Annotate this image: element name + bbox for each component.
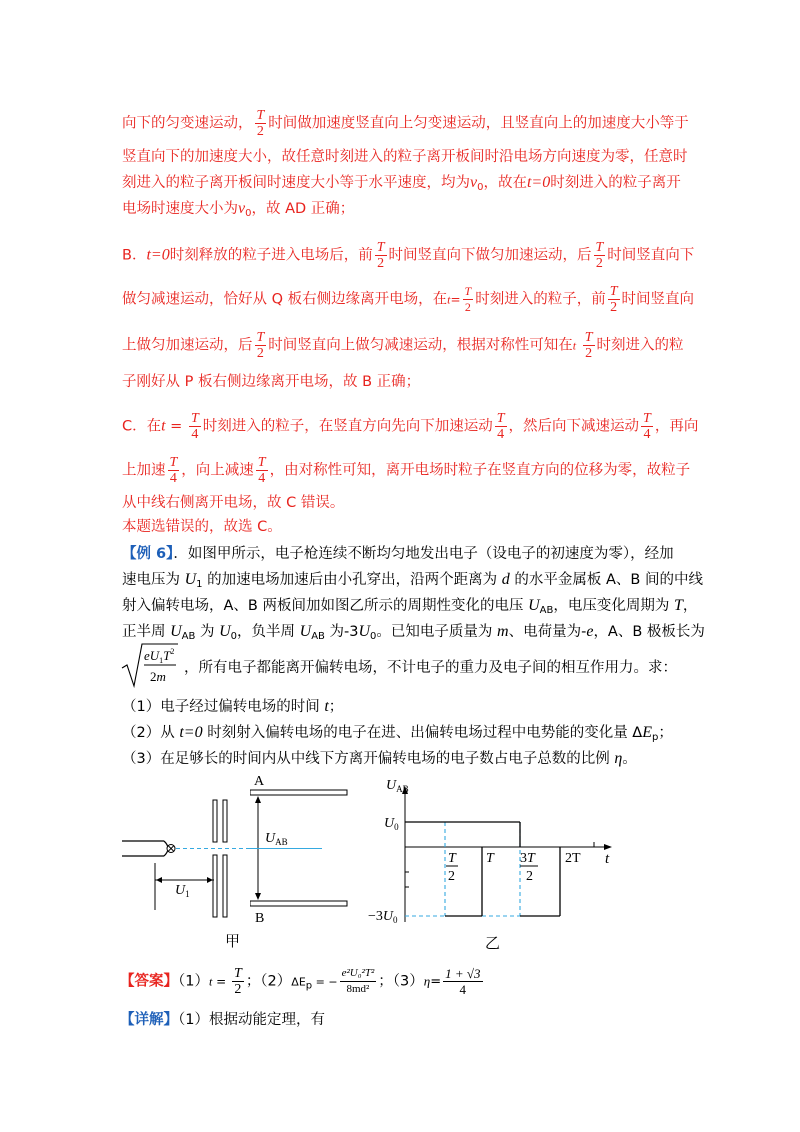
t: t (208, 974, 213, 989)
example-tag: 【例 6】 (122, 546, 174, 562)
accel-plate-left-top (213, 800, 217, 842)
text: 正半周 (122, 624, 171, 640)
x-axis-label: t (605, 851, 610, 867)
v0: v (238, 200, 246, 217)
accel-plate-right-top (223, 800, 227, 842)
text: ，向上减速 (181, 462, 254, 479)
u1: U (184, 571, 197, 588)
text: 的加速电场加速后由小孔穿出，沿两个距离为 (202, 572, 502, 588)
para-c-line-1 (122, 411, 698, 442)
text: （1） (178, 973, 209, 990)
u0-label: $U_0$ (384, 816, 399, 832)
question-3 (122, 749, 637, 769)
tick-3t-den: 2 (526, 869, 533, 884)
delta-e-sub: p (305, 980, 313, 992)
text: ，然后向下减速运动 (508, 418, 640, 435)
text: 时间竖直向下做匀加速运动，后 (388, 247, 592, 264)
u0-sub: 0 (230, 631, 238, 642)
para-b-line-4: 子刚好从 P 板右侧边缘离开电场，故 B 正确； (122, 374, 421, 390)
tick-t-den: 2 (448, 869, 455, 884)
v0-sub: 0 (477, 182, 484, 193)
delta-e: ΔE (291, 975, 306, 989)
text: 时间竖直向上做匀减速运动，根据对称性可知在 (268, 337, 573, 354)
text: C．在 (122, 418, 162, 435)
text: 射入偏转电场，A、B 两板间加如图乙所示的周期性变化的电压 (122, 598, 529, 614)
uab: U (528, 597, 540, 614)
fraction-t-over-4: $\frac{T}{4}$ (190, 411, 199, 442)
fraction-t-over-2: $\frac{T}{2}$ (256, 330, 265, 361)
fraction-t-over-4: $\frac{T}{4}$ (643, 411, 651, 442)
sqrt-expression (120, 640, 180, 690)
v0-sub: 0 (245, 208, 252, 219)
text: 。 (622, 751, 637, 767)
text: 。已知电子质量为 (376, 624, 498, 640)
para-b-line-3 (122, 330, 684, 361)
answer2-fraction: $\frac{\text{e²U₀²T²}}{\text{8md²}}$ (341, 967, 375, 995)
figure-b (360, 772, 620, 952)
equals: = (430, 974, 442, 990)
tick-3t-num: 3T (520, 851, 535, 866)
waveform (405, 822, 560, 916)
y-axis-label: $U_{AB}$ (386, 778, 409, 794)
text: ；（2） (245, 973, 292, 990)
text: ，故在 (483, 175, 527, 191)
text: 、电荷量为- (508, 624, 587, 640)
example-line-4 (122, 622, 705, 647)
tick-2T: 2T (565, 851, 581, 866)
text: ， (682, 598, 698, 614)
figure-a-caption: 甲 (225, 934, 241, 950)
plate-a-label: A (254, 774, 265, 789)
text: 向下的匀变速运动， (122, 115, 253, 132)
text: （1）电子经过偏转电场的时间 (122, 699, 325, 715)
plate-b-label: B (255, 911, 265, 926)
text: 时间竖直向 (621, 291, 695, 308)
text: 上加速 (122, 462, 166, 479)
t: t (447, 292, 451, 307)
t0: t=0 (179, 724, 203, 741)
text: （3）在足够长的时间内从中线下方离开偏转电场的电子数占电子总数的比例 (122, 751, 615, 767)
t: t (324, 698, 329, 715)
para-a-line-1 (122, 108, 689, 139)
example-line-1 (122, 544, 674, 564)
example-line-5: ，所有电子都能离开偏转电场，不计电子的重力及电子间的相互作用力。求： (184, 660, 677, 676)
fraction-t-over-2: $\frac{T}{2}$ (256, 108, 265, 139)
example-line-3 (122, 596, 697, 621)
m: m (497, 623, 509, 640)
para-a-line-4 (122, 199, 354, 224)
text: 时间竖直向下 (607, 247, 695, 264)
text: （1）根据动能定理，有 (178, 1012, 325, 1028)
v0: v (470, 174, 478, 191)
text: 速电压为 (122, 572, 185, 588)
t: t (161, 417, 166, 435)
text: 时刻进入的粒子，在竖直方向先向下加速运动 (202, 418, 493, 435)
para-b-line-2 (122, 284, 694, 315)
text: ；（3） (378, 973, 424, 990)
text: 的水平金属板 A、B 间的中线 (509, 572, 703, 588)
text: 上做匀加速运动，后 (122, 337, 253, 354)
answer3-fraction: $\frac{1 + √3}{4}$ (445, 966, 481, 997)
t0: t=0 (146, 246, 170, 264)
text: 时间做加速度竖直向上匀变速运动，且竖直向上的加速度大小等于 (268, 115, 689, 132)
text: ，A、B 极板长为 (593, 624, 705, 640)
figure-a-plates-ext (250, 788, 350, 908)
answer1-fraction: $\frac{T}{2}$ (234, 966, 242, 997)
eta: η (423, 973, 431, 989)
text: ； (658, 725, 673, 741)
u1-label: $U_1$ (175, 883, 190, 899)
question-1 (122, 697, 343, 717)
accel-plate-right-bottom (223, 855, 227, 917)
u0: U (358, 623, 371, 640)
question-2 (122, 723, 673, 748)
text: 时刻释放的粒子进入电场后，前 (169, 247, 373, 264)
t: t (572, 338, 577, 353)
e: e (586, 623, 594, 640)
text: 时刻射入偏转电场的电子在进、出偏转电场过程中电势能的变化量 Δ (202, 725, 643, 741)
fraction-t-over-2: $\frac{T}{2}$ (584, 330, 593, 361)
para-c-line-3: 从中线右侧离开电场，故 C 错误。 (122, 495, 345, 511)
plate-a-ext (250, 790, 347, 795)
text: ； (328, 699, 344, 715)
x-tick-labels (446, 851, 581, 884)
fraction-t-over-4: $\frac{T}{4}$ (496, 411, 505, 442)
para-c-line-4: 本题选错误的，故选 C。 (122, 519, 282, 535)
tick-T: T (486, 851, 494, 866)
para-b-line-1 (122, 240, 694, 271)
equals: = (212, 974, 231, 989)
T: T (673, 597, 683, 614)
uab-sub: AB (181, 631, 196, 642)
answer-line: 【答案】（1）t = $\frac{T}{2}$ ；$(2)\Delta E_p$ = − $\frac{\text{e²U₀²T²}}{\text{8md²}}$ ；（3）η= $\frac{1 + √3}{4}$ (120, 966, 481, 997)
text: ，电压变化周期为 (553, 598, 674, 614)
u0: U (219, 623, 231, 640)
uab-sub: AB (311, 631, 325, 642)
fraction-t-over-2: $\frac{T}{2}$ (376, 240, 385, 271)
detail-line (120, 1010, 325, 1030)
u1-sub: 1 (196, 579, 203, 590)
text: B． (122, 247, 147, 264)
para-c-line-2 (122, 455, 690, 486)
para-a-line-3 (122, 173, 681, 198)
text: ，负半周 (237, 624, 300, 640)
text: 时刻进入的粒 (596, 337, 684, 354)
neg-3u0-label: $-3U_0$ (368, 909, 398, 925)
text: ，故 AD 正确； (251, 201, 355, 217)
text: 刻进入的粒子离开板间时速度大小等于水平速度，均为 (122, 175, 470, 191)
example-line-2 (122, 570, 703, 595)
t0: t=0 (526, 174, 551, 191)
uab-label: $U_{AB}$ (265, 831, 288, 847)
d: d (501, 571, 510, 588)
fraction-t-over-2: $\frac{T}{2}$ (464, 284, 472, 314)
detail-tag: 【详解】 (120, 1012, 178, 1028)
para-a-line-2: 竖直向下的加速度大小，故任意时刻进入的粒子离开板间时沿电场方向速度为零，任意时 (122, 149, 688, 165)
fraction-t-over-4: $\frac{T}{4}$ (169, 455, 178, 486)
text: ，由对称性可知，离开电场时粒子在竖直方向的位移为零，故粒子 (269, 462, 691, 479)
E: E (642, 724, 653, 741)
text: ．如图甲所示，电子枪连续不断均匀地发出电子（设电子的初速度为零），经加 (173, 546, 674, 562)
accel-plate-left-bottom (213, 855, 217, 917)
fraction-t-over-4: $\frac{T}{4}$ (257, 455, 266, 486)
fraction-t-over-2: $\frac{T}{2}$ (595, 240, 604, 271)
fraction-t-over-2: $\frac{T}{2}$ (609, 284, 618, 315)
sqrt-num: $eU_1T^2$ (144, 647, 175, 665)
text: ，再向 (654, 418, 699, 435)
text: 时刻进入的粒子离开 (550, 175, 681, 191)
figure-b-caption: 乙 (485, 936, 501, 952)
E-sub: p (652, 732, 659, 743)
tick-t-num: T (448, 851, 456, 866)
text: 为 (195, 624, 220, 640)
text: 为-3 (324, 624, 359, 640)
eta: η (614, 750, 623, 767)
text: （2）从 (122, 725, 180, 741)
text: 电场时速度大小为 (122, 201, 238, 217)
equals: = (165, 418, 187, 435)
answer-tag: 【答案】 (120, 973, 178, 990)
text: 时刻进入的粒子，前 (475, 291, 606, 308)
plate-b-ext (250, 901, 347, 906)
sqrt-den: 2m (150, 669, 166, 684)
equals: = (450, 292, 461, 307)
uab: U (299, 623, 312, 640)
uab-sub: AB (539, 605, 554, 616)
text: 做匀减速运动，恰好从 Q 板右侧边缘离开电场，在 (122, 291, 448, 308)
uab: U (170, 623, 182, 640)
u0-sub: 0 (370, 631, 377, 642)
